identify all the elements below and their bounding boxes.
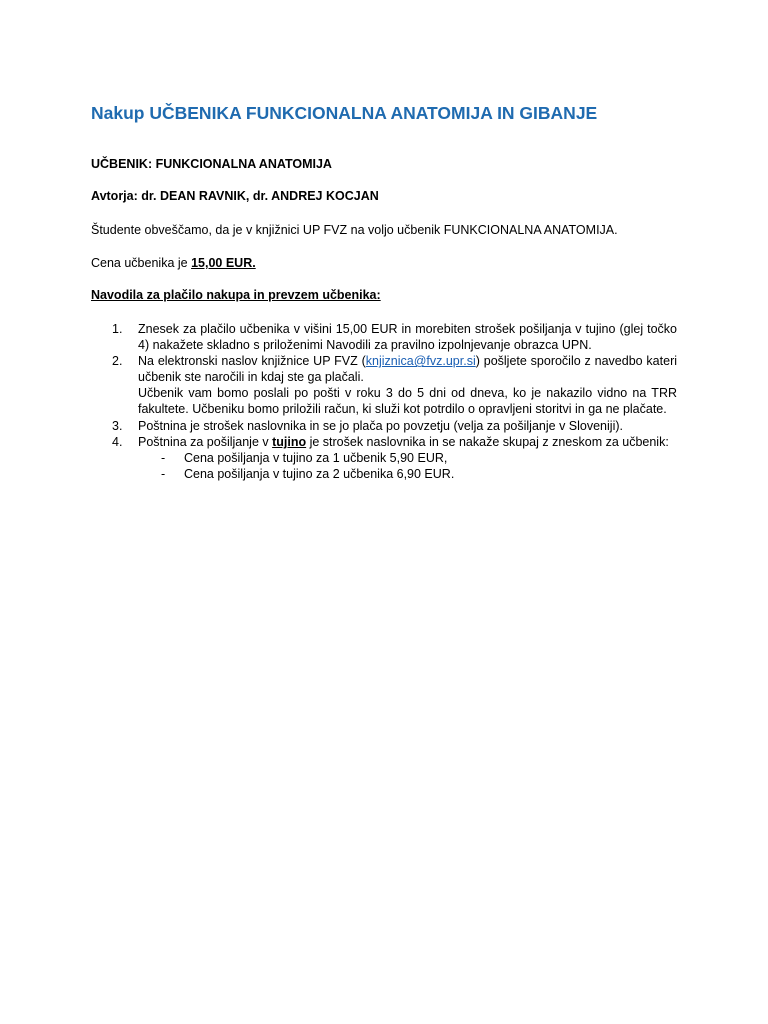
list-item <box>91 353 677 417</box>
sub-list-item <box>138 450 677 466</box>
page-title: Nakup UČBENIKA FUNKCIONALNA ANATOMIJA IN GIBANJE <box>91 103 598 123</box>
item-text-after: je strošek naslovnika in se nakaže skupaj z zneskom za učbenik: <box>306 434 669 449</box>
item-text: Poštnina je strošek naslovnika in se jo plača po povzetju (velja za pošiljanje v Sloveniji). <box>138 418 623 433</box>
list-item <box>91 434 677 482</box>
list-item <box>91 321 677 353</box>
price-prefix: Cena učbenika je <box>91 256 192 270</box>
item-number: 1. <box>112 322 123 336</box>
library-email-link[interactable]: knjiznica@fvz.upr.si <box>365 354 476 369</box>
dash-bullet: - <box>161 450 166 465</box>
intro-paragraph: Študente obveščamo, da je v knjižnici UP FVZ na voljo učbenik FUNKCIONALNA ANATOMIJA. <box>91 223 618 237</box>
item-text-before: Poštnina za pošiljanje v <box>138 434 273 449</box>
instructions-list <box>91 321 677 482</box>
item-text-extra: Učbenik vam bomo poslali po pošti v roku 3 do 5 dni od dneva, ko je nakazilo vidno na TRR fakultete. Učbeniku bomo priložili račun, ki služi kot potrdilo o opravljeni storitvi in ga ne plačate. <box>138 386 677 417</box>
item-text: Znesek za plačilo učbenika v višini 15,00 EUR in morebiten strošek pošiljanja v tujino (glej točko 4) nakažete skladno s priloženimi Navodili za pravilno izpolnjevanje obrazca UPN. <box>138 322 677 353</box>
item-number: 3. <box>112 418 123 433</box>
dash-bullet: - <box>161 466 166 481</box>
abroad-emphasis: tujino <box>272 434 307 449</box>
item-number: 4. <box>112 434 123 449</box>
price-line <box>91 256 256 270</box>
sub-item-text: Cena pošiljanja v tujino za 2 učbenika 6,90 EUR. <box>184 466 455 481</box>
textbook-name: UČBENIK: FUNKCIONALNA ANATOMIJA <box>91 157 332 171</box>
item-text-before: Na elektronski naslov knjižnice UP FVZ ( <box>138 354 366 369</box>
sub-list-item <box>138 466 677 482</box>
shipping-price-list <box>138 450 677 482</box>
list-item <box>91 418 677 434</box>
instructions-heading: Navodila za plačilo nakupa in prevzem učbenika: <box>91 288 381 302</box>
item-text-after: ) pošljete sporočilo z navedbo kateri učbenik ste naročili in kdaj ste ga plačali. <box>138 354 678 385</box>
authors-line: Avtorja: dr. DEAN RAVNIK, dr. ANDREJ KOCJAN <box>91 189 379 203</box>
price-value: 15,00 EUR. <box>191 256 256 270</box>
sub-item-text: Cena pošiljanja v tujino za 1 učbenik 5,90 EUR, <box>184 450 448 465</box>
item-number: 2. <box>112 354 123 369</box>
